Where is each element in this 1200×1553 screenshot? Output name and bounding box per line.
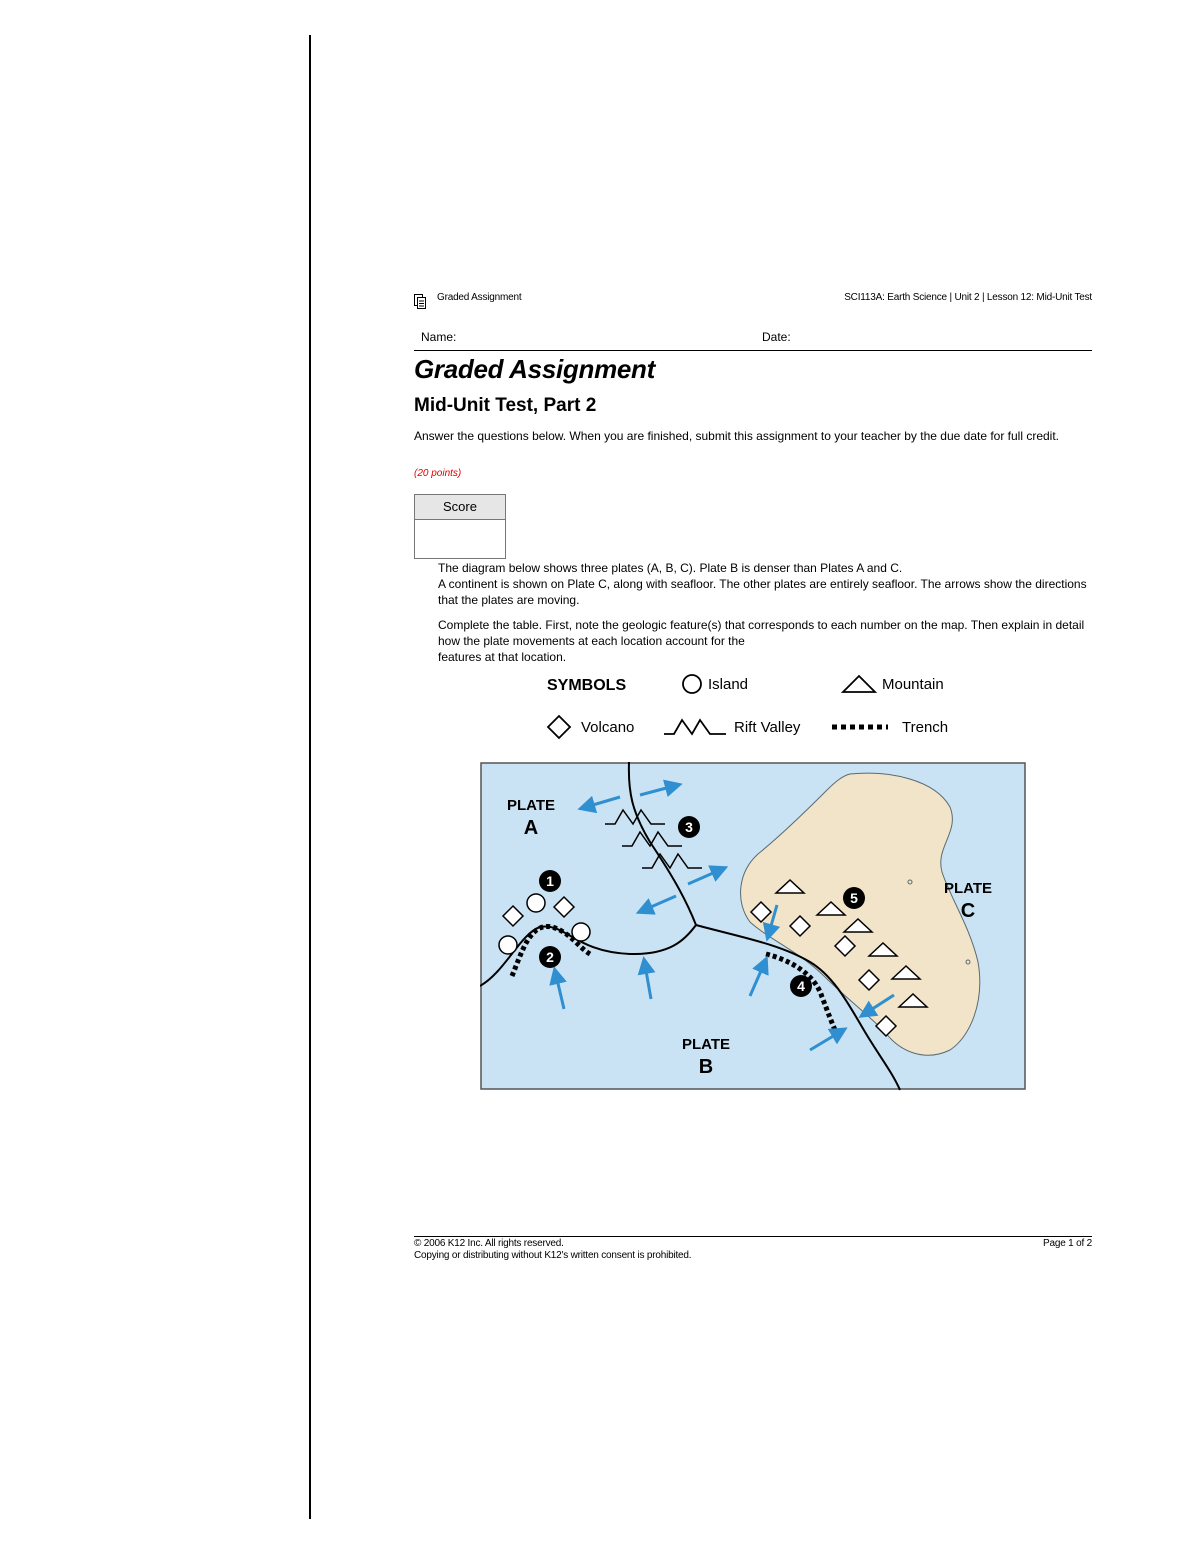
location-marker-1	[539, 870, 561, 892]
points-label: (20 points)	[414, 468, 462, 479]
legend-rift-valley-label: Rift Valley	[734, 719, 801, 736]
legend-trench-label: Trench	[902, 719, 949, 736]
legend-island-label: Island	[708, 676, 749, 693]
header-course-breadcrumb: SCI113A: Earth Science | Unit 2 | Lesson 12: Mid-Unit Test	[844, 292, 1092, 303]
location-marker-5	[843, 887, 865, 909]
intro-line-1: The diagram below shows three plates (A, B, C). Plate B is denser than Plates A and C.	[438, 561, 903, 575]
island-symbol-icon	[527, 894, 545, 912]
footer-notice: Copying or distributing without K12's written consent is prohibited.	[414, 1250, 692, 1261]
score-input-area[interactable]	[415, 520, 505, 558]
island-symbol-icon	[572, 923, 590, 941]
plate-b-word: PLATE	[681, 1036, 731, 1053]
plate-c-letter: C	[960, 900, 976, 922]
location-marker-4	[790, 975, 812, 997]
task-line-1: Complete the table. First, note the geologic feature(s) that corresponds to each number on the map. Then explain in detail how the plate movements at each location account for the	[438, 618, 1085, 648]
date-label: Date:	[762, 330, 791, 344]
location-marker-3	[678, 816, 700, 838]
symbols-legend	[540, 668, 970, 748]
marker-1-label: 1	[546, 873, 554, 889]
volcano-symbol-icon	[548, 716, 570, 738]
name-date-row	[414, 330, 1092, 351]
document-icon	[414, 294, 426, 309]
legend-volcano-label: Volcano	[581, 719, 635, 736]
instructions-text: Answer the questions below. When you are finished, submit this assignment to your teacher by the due date for full credit.	[414, 429, 1060, 443]
legend-mountain-label: Mountain	[882, 676, 944, 693]
plate-a-letter: A	[523, 817, 539, 839]
legend-heading: SYMBOLS	[547, 677, 627, 694]
page-number: Page 1 of 2	[1043, 1238, 1092, 1249]
plate-a-word: PLATE	[506, 797, 556, 814]
task-paragraph	[438, 617, 1092, 665]
page-title: Graded Assignment	[414, 354, 655, 384]
mountain-symbol-icon	[843, 676, 875, 692]
marker-3-label: 3	[685, 819, 693, 835]
intro-line-2: A continent is shown on Plate C, along with seafloor. The other plates are entirely seafloor. The arrows show the directions that the plates are moving.	[438, 577, 1087, 607]
left-margin-rule	[309, 35, 311, 1519]
location-marker-2	[539, 946, 561, 968]
plate-b-letter: B	[698, 1056, 714, 1078]
footer-copyright: © 2006 K12 Inc. All rights reserved.	[414, 1238, 564, 1249]
page-subtitle: Mid-Unit Test, Part 2	[414, 395, 597, 416]
plate-c-word: PLATE	[943, 880, 993, 897]
marker-4-label: 4	[797, 978, 805, 994]
island-symbol-icon	[499, 936, 517, 954]
score-box	[414, 494, 506, 559]
name-label: Name:	[421, 330, 457, 344]
island-symbol-icon	[683, 675, 701, 693]
task-line-2: features at that location.	[438, 650, 567, 664]
marker-2-label: 2	[546, 949, 554, 965]
score-label: Score	[415, 495, 505, 520]
marker-5-label: 5	[850, 890, 858, 906]
plate-boundary-map	[480, 762, 1028, 1092]
footer-rule	[414, 1236, 1092, 1237]
rift-valley-symbol-icon	[664, 720, 726, 734]
intro-paragraph	[438, 560, 1092, 608]
header-left-label: Graded Assignment	[437, 292, 522, 303]
